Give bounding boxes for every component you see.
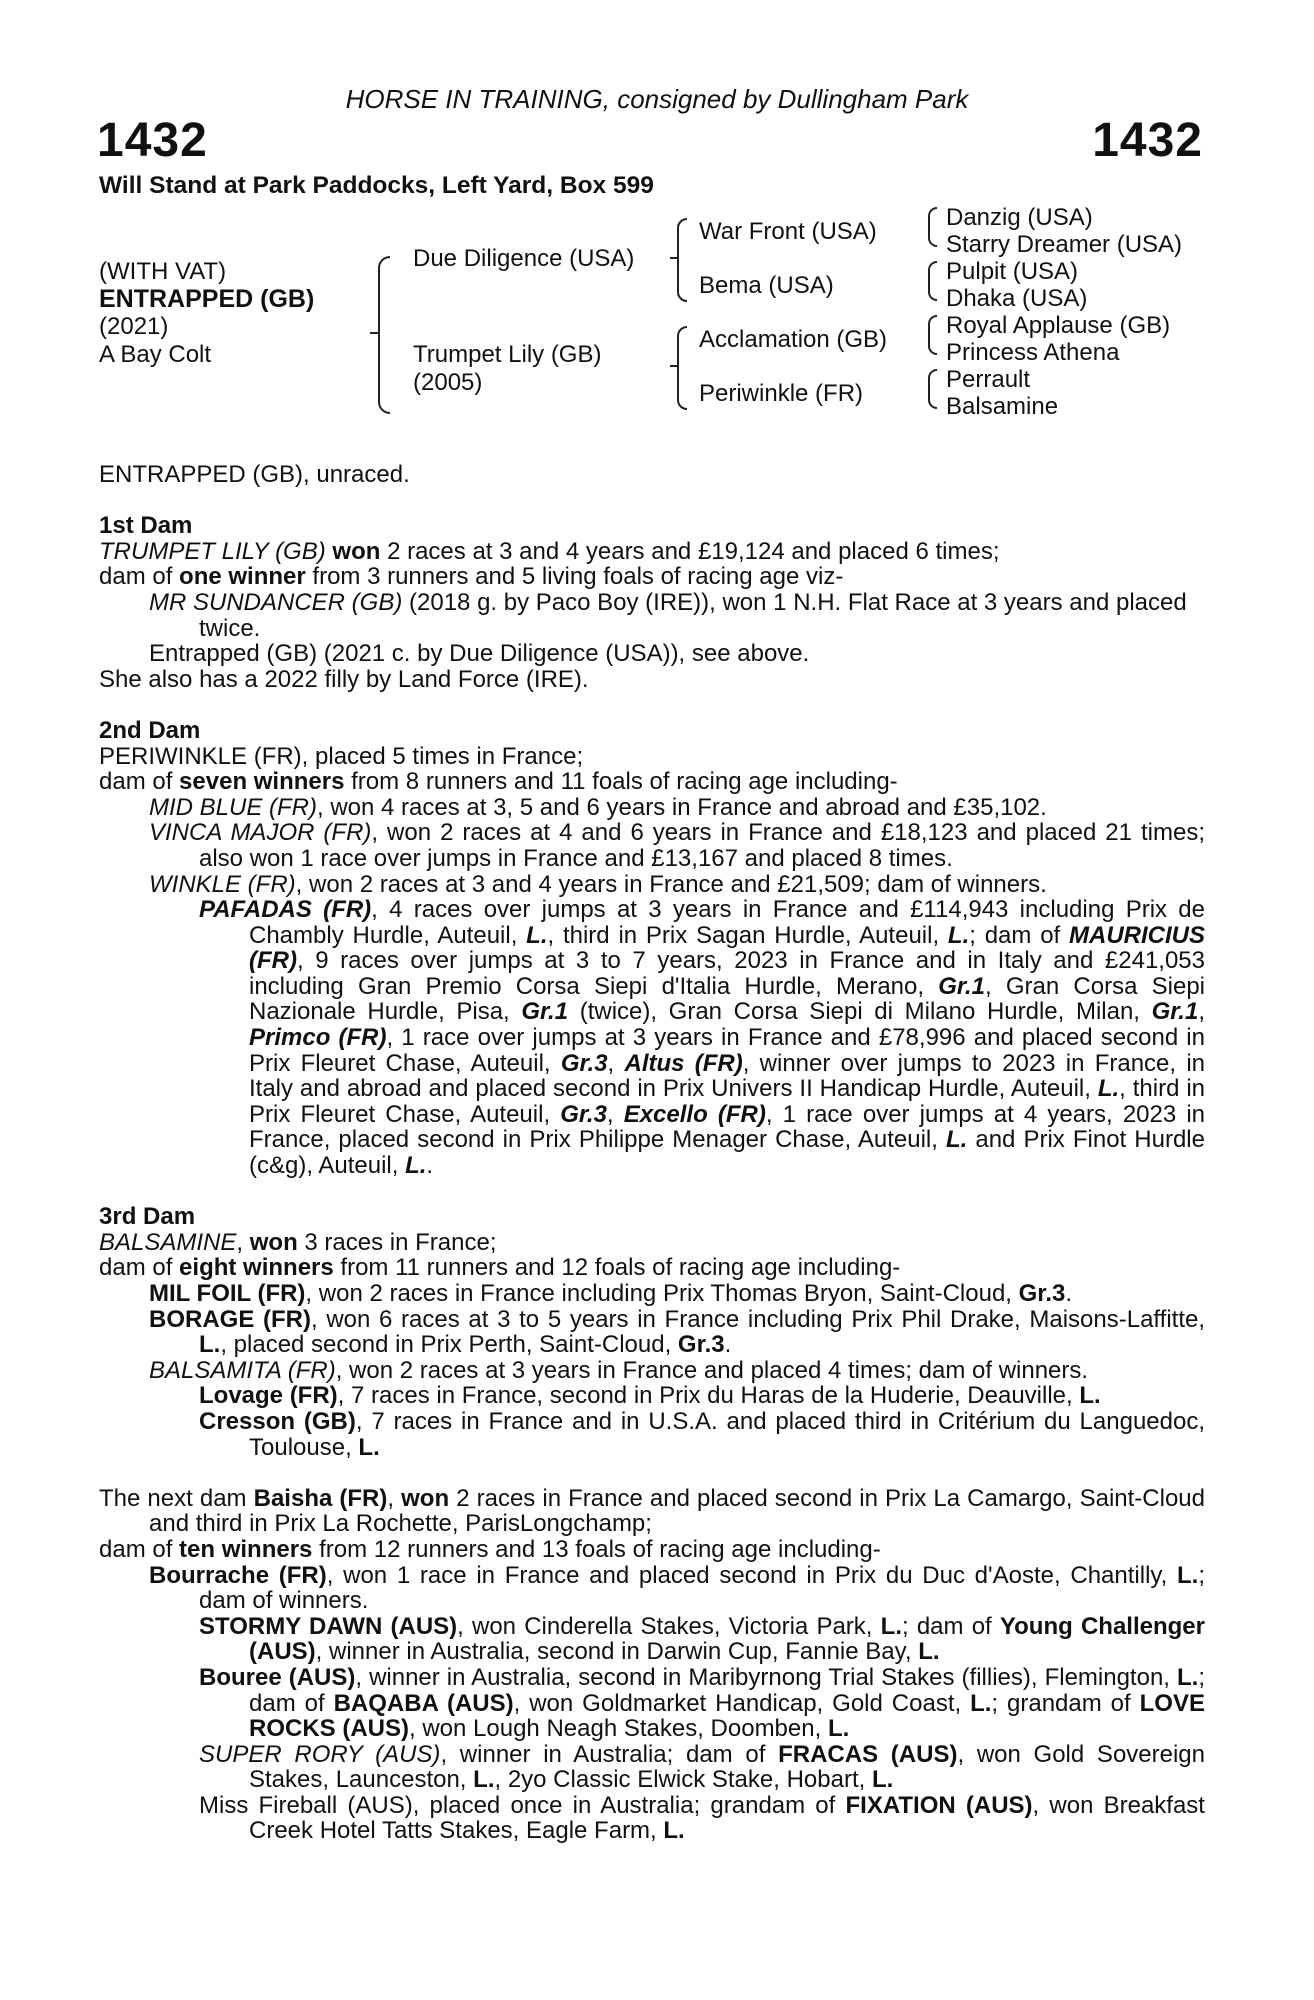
second-dam-heading: 2nd Dam <box>99 716 201 744</box>
dam-name: Trumpet Lily (GB) <box>413 341 602 368</box>
produce-entry: Bouree (AUS), winner in Australia, second in Maribyrnong Trial Stakes (fillies), Flemington, L.; dam of BAQABA (AUS), won Goldmarket Handicap, Gold Coast, L.; grandam of LOVE ROCKS (AUS), won Lough Neagh Stakes, Doomben, L. <box>199 1663 1205 1743</box>
produce-entry: Entrapped (GB) (2021 c. by Due Diligence (USA)), see above. <box>149 640 810 668</box>
gg-brace-2 <box>928 261 937 301</box>
dam-brace <box>677 326 687 410</box>
produce-entry: VINCA MAJOR (FR), won 2 races at 4 and 6 years in France and £18,123 and placed 21 times; also won 1 race over jumps in France and £13,167 and placed 8 times. <box>149 819 1205 872</box>
produce-entry: Bourrache (FR), won 1 race in France and placed second in Prix du Duc d'Aoste, Chantilly, L.; dam of winners. <box>149 1561 1205 1615</box>
pedigree-brace-main <box>378 256 390 414</box>
lot-number-left: 1432 <box>97 114 208 167</box>
stand-location: Will Stand at Park Paddocks, Left Yard, Box 599 <box>99 172 654 199</box>
dam-sire-name: Acclamation (GB) <box>699 326 888 353</box>
consignor-subtitle: HORSE IN TRAINING, consigned by Dullingham Park <box>345 84 969 114</box>
produce-entry: Miss Fireball (AUS), placed once in Australia; grandam of FIXATION (AUS), won Breakfast Creek Hotel Tatts Stakes, Eagle Farm, L. <box>199 1791 1205 1845</box>
produce-entry: MR SUNDANCER (GB) (2018 g. by Paco Boy (IRE)), won 1 N.H. Flat Race at 3 years and placed twice. <box>149 588 1187 642</box>
vat-label: (WITH VAT) <box>99 258 227 285</box>
next-dam-line: The next dam Baisha (FR), won 2 races in France and placed second in Prix La Camargo, Saint-Cloud and third in Prix La Rochette, ParisLongchamp; <box>99 1484 1205 1538</box>
horse-name: ENTRAPPED (GB) <box>99 285 315 313</box>
sire-brace-tip <box>670 257 678 259</box>
dam-year: (2005) <box>413 369 483 396</box>
dam-brace-tip <box>670 365 678 367</box>
sire-sire-name: War Front (USA) <box>699 218 877 245</box>
sire-brace <box>677 218 687 302</box>
sire-dam-name: Bema (USA) <box>699 272 834 299</box>
produce-entry: BALSAMITA (FR), won 2 races at 3 years in France and placed 4 times; dam of winners. <box>149 1356 1089 1384</box>
first-dam-record: 2 races at 3 and 4 years and £19,124 and placed 6 times; <box>380 537 1000 565</box>
granddam-8: Balsamine <box>946 393 1059 420</box>
third-dam-heading: 3rd Dam <box>99 1203 196 1231</box>
first-dam-line <box>99 539 1205 565</box>
produce-entry: STORMY DAWN (AUS), won Cinderella Stakes, Victoria Park, L.; dam of Young Challenger (AUS), winner in Australia, second in Darwin Cup, Fannie Bay, L. <box>199 1612 1205 1666</box>
horse-description: A Bay Colt <box>99 341 212 368</box>
second-dam-produce-summary: dam of seven winners from 8 runners and 11 foals of racing age including- <box>99 768 898 796</box>
granddam-6: Princess Athena <box>946 339 1120 366</box>
produce-entry: WINKLE (FR), won 2 races at 3 and 4 years in France and £21,509; dam of winners. <box>149 870 1047 898</box>
produce-entry: MID BLUE (FR), won 4 races at 3, 5 and 6 years in France and abroad and £35,102. <box>149 793 1047 821</box>
catalogue-body <box>99 462 1205 1844</box>
gg-brace-1 <box>928 207 937 247</box>
sire-name: Due Diligence (USA) <box>413 245 635 272</box>
dam-dam-name: Periwinkle (FR) <box>699 380 864 407</box>
winners-count: one winner <box>179 563 306 591</box>
granddam-4: Dhaka (USA) <box>946 285 1088 312</box>
produce-entry: Cresson (GB), 7 races in France and in U.S.A. and placed third in Critérium du Languedoc, Toulouse, L. <box>199 1407 1206 1461</box>
produce-note: She also has a 2022 filly by Land Force (IRE). <box>99 665 589 693</box>
produce-name: MR SUNDANCER (GB) <box>149 588 403 616</box>
gg-brace-3 <box>928 315 937 355</box>
second-dam-line: PERIWINKLE (FR), placed 5 times in France; <box>99 742 584 770</box>
race-record: ENTRAPPED (GB), unraced. <box>99 461 410 488</box>
granddam-5: Royal Applause (GB) <box>946 312 1171 339</box>
gg-brace-4 <box>928 369 937 409</box>
granddam-3: Pulpit (USA) <box>946 258 1079 285</box>
first-dam-name: TRUMPET LILY (GB) <box>99 537 326 565</box>
granddam-2: Starry Dreamer (USA) <box>946 231 1183 258</box>
first-dam-produce-summary: dam of one winner from 3 runners and 5 living foals of racing age viz- <box>99 563 844 591</box>
pedigree-brace-tip <box>370 332 380 334</box>
lot-number-right: 1432 <box>1092 114 1203 167</box>
horse-year: (2021) <box>99 313 169 340</box>
next-dam-produce-summary: dam of ten winners from 12 runners and 13 foals of racing age including- <box>99 1535 881 1563</box>
produce-entry: Lovage (FR), 7 races in France, second in Prix du Haras de la Huderie, Deauville, L. <box>199 1382 1101 1410</box>
granddam-7: Perrault <box>946 366 1031 393</box>
produce-entry: SUPER RORY (AUS), winner in Australia; dam of FRACAS (AUS), won Gold Sovereign Stakes, Launceston, L., 2yo Classic Elwick Stake, Hobart, L. <box>199 1740 1206 1794</box>
won-word: won <box>332 537 381 565</box>
granddam-1: Danzig (USA) <box>946 204 1093 231</box>
third-dam-line: BALSAMINE, won 3 races in France; <box>99 1228 497 1256</box>
produce-entry: BORAGE (FR), won 6 races at 3 to 5 years in France including Prix Phil Drake, Maisons-Laffitte, L., placed second in Prix Perth, Saint-Cloud, Gr.3. <box>149 1305 1206 1359</box>
first-dam-heading: 1st Dam <box>99 512 193 540</box>
produce-entry: PAFADAS (FR), 4 races over jumps at 3 years in France and £114,943 including Prix de Chambly Hurdle, Auteuil, L., third in Prix Sagan Hurdle, Auteuil, L.; dam of MAURICIUS (FR), 9 races over jumps at 3 to 7 years, 2023 in France and in Italy and £241,053 including Gran Premio Corsa Siepi d'Italia Hurdle, Merano, Gr.1, Gran Corsa Siepi Nazionale Hurdle, Pisa, Gr.1 (twice), Gran Corsa Siepi di Milano Hurdle, Milan, Gr.1, Primco (FR), 1 race over jumps at 3 years in France and £78,996 and placed second in Prix Fleuret Chase, Auteuil, Gr.3, Altus (FR), winner over jumps to 2023 in France, in Italy and abroad and placed second in Prix Univers II Handicap Hurdle, Auteuil, L., third in Prix Fleuret Chase, Auteuil, Gr.3, Excello (FR), 1 race over jumps at 4 years, 2023 in France, placed second in Prix Philippe Menager Chase, Auteuil, L. and Prix Finot Hurdle (c&g), Auteuil, L.. <box>199 896 1206 1180</box>
third-dam-produce-summary: dam of eight winners from 11 runners and 12 foals of racing age including- <box>99 1254 901 1282</box>
produce-entry: MIL FOIL (FR), won 2 races in France including Prix Thomas Bryon, Saint-Cloud, Gr.3. <box>149 1280 1073 1307</box>
